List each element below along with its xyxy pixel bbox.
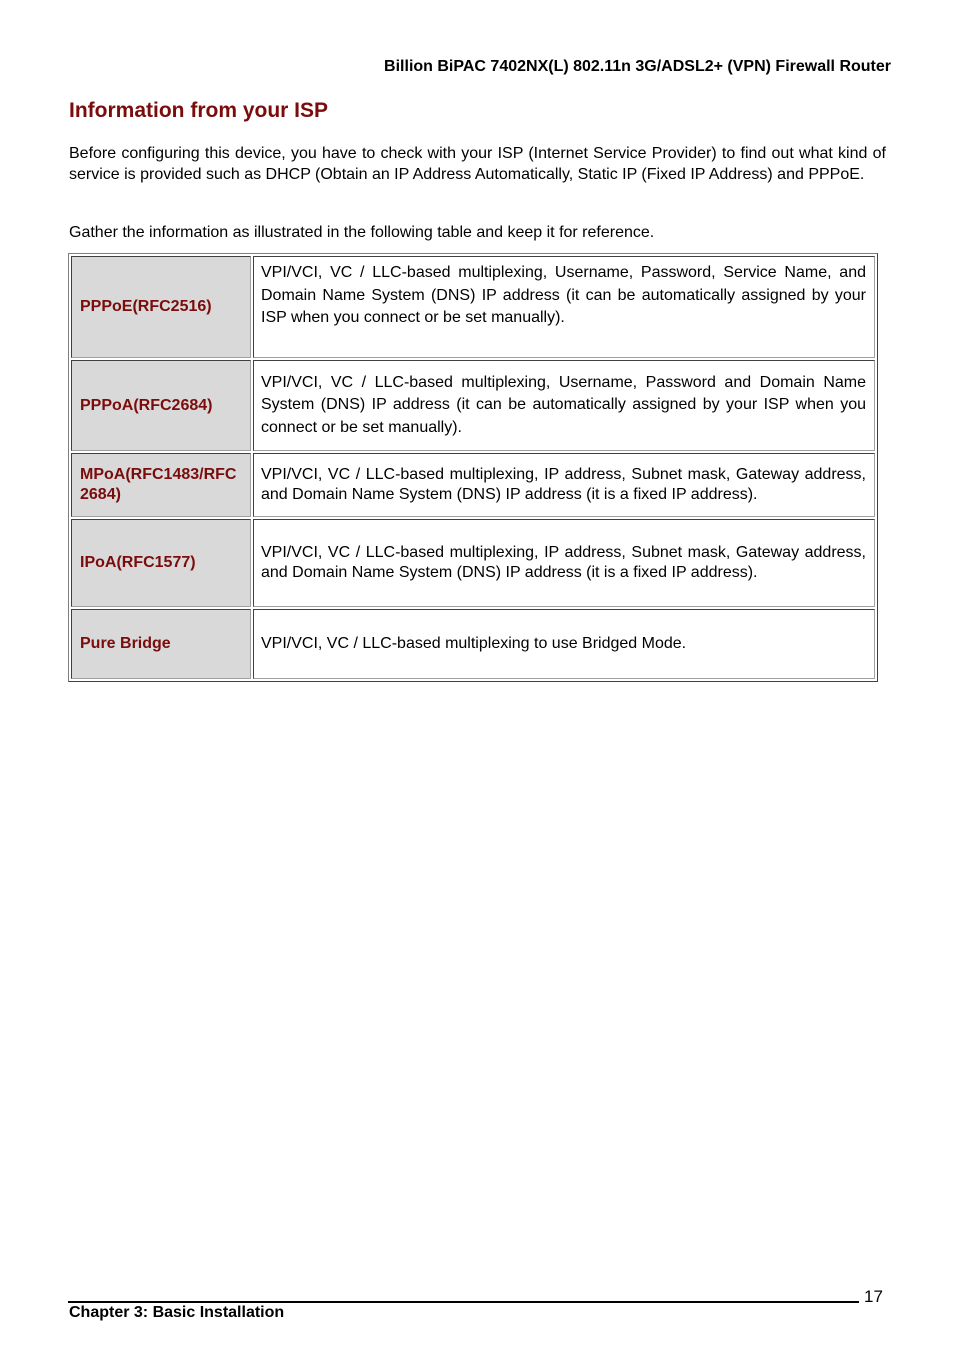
connection-type-cell: PPPoE(RFC2516) (71, 256, 251, 358)
table-row (71, 519, 875, 607)
required-info-cell: VPI/VCI, VC / LLC-based multiplexing, IP address, Subnet mask, Gateway address, and Domain Name System (DNS) IP address (it is a fixed IP address). (253, 519, 875, 607)
required-info-cell: VPI/VCI, VC / LLC-based multiplexing, Username, Password, Service Name, and Domain Name System (DNS) IP address (it can be automatically assigned by your ISP when you connect or be set manually). (253, 256, 875, 358)
isp-info-table (68, 253, 878, 682)
required-info-cell: VPI/VCI, VC / LLC-based multiplexing, Username, Password and Domain Name System (DNS) IP address (it can be automatically assigned by your ISP when you connect or be set manually). (253, 360, 875, 451)
page-number: 17 (864, 1287, 883, 1306)
running-header-title: Billion BiPAC 7402NX(L) 802.11n 3G/ADSL2+ (VPN) Firewall Router (384, 58, 891, 75)
intro-paragraph: Before configuring this device, you have to check with your ISP (Internet Service Provider) to find out what kind of service is provided such as DHCP (Obtain an IP Address Automatically, Static IP (Fixed IP Address) and PPPoE. (69, 145, 886, 183)
footer-divider (68, 1301, 859, 1303)
section-title: Information from your ISP (69, 99, 329, 122)
connection-type-cell: IPoA(RFC1577) (71, 519, 251, 607)
connection-type-cell: MPoA(RFC1483/RFC2684) (71, 453, 251, 517)
connection-type-cell: Pure Bridge (71, 609, 251, 679)
table-row (71, 256, 875, 358)
table-row (71, 453, 875, 517)
table-row (71, 360, 875, 451)
connection-type-cell: PPPoA(RFC2684) (71, 360, 251, 451)
required-info-cell: VPI/VCI, VC / LLC-based multiplexing, IP address, Subnet mask, Gateway address, and Domain Name System (DNS) IP address (it is a fixed IP address). (253, 453, 875, 517)
table-row (71, 609, 875, 679)
footer-chapter-label: Chapter 3: Basic Installation (69, 1304, 285, 1321)
gather-paragraph: Gather the information as illustrated in the following table and keep it for reference. (69, 224, 655, 241)
required-info-cell: VPI/VCI, VC / LLC-based multiplexing to use Bridged Mode. (253, 609, 875, 679)
